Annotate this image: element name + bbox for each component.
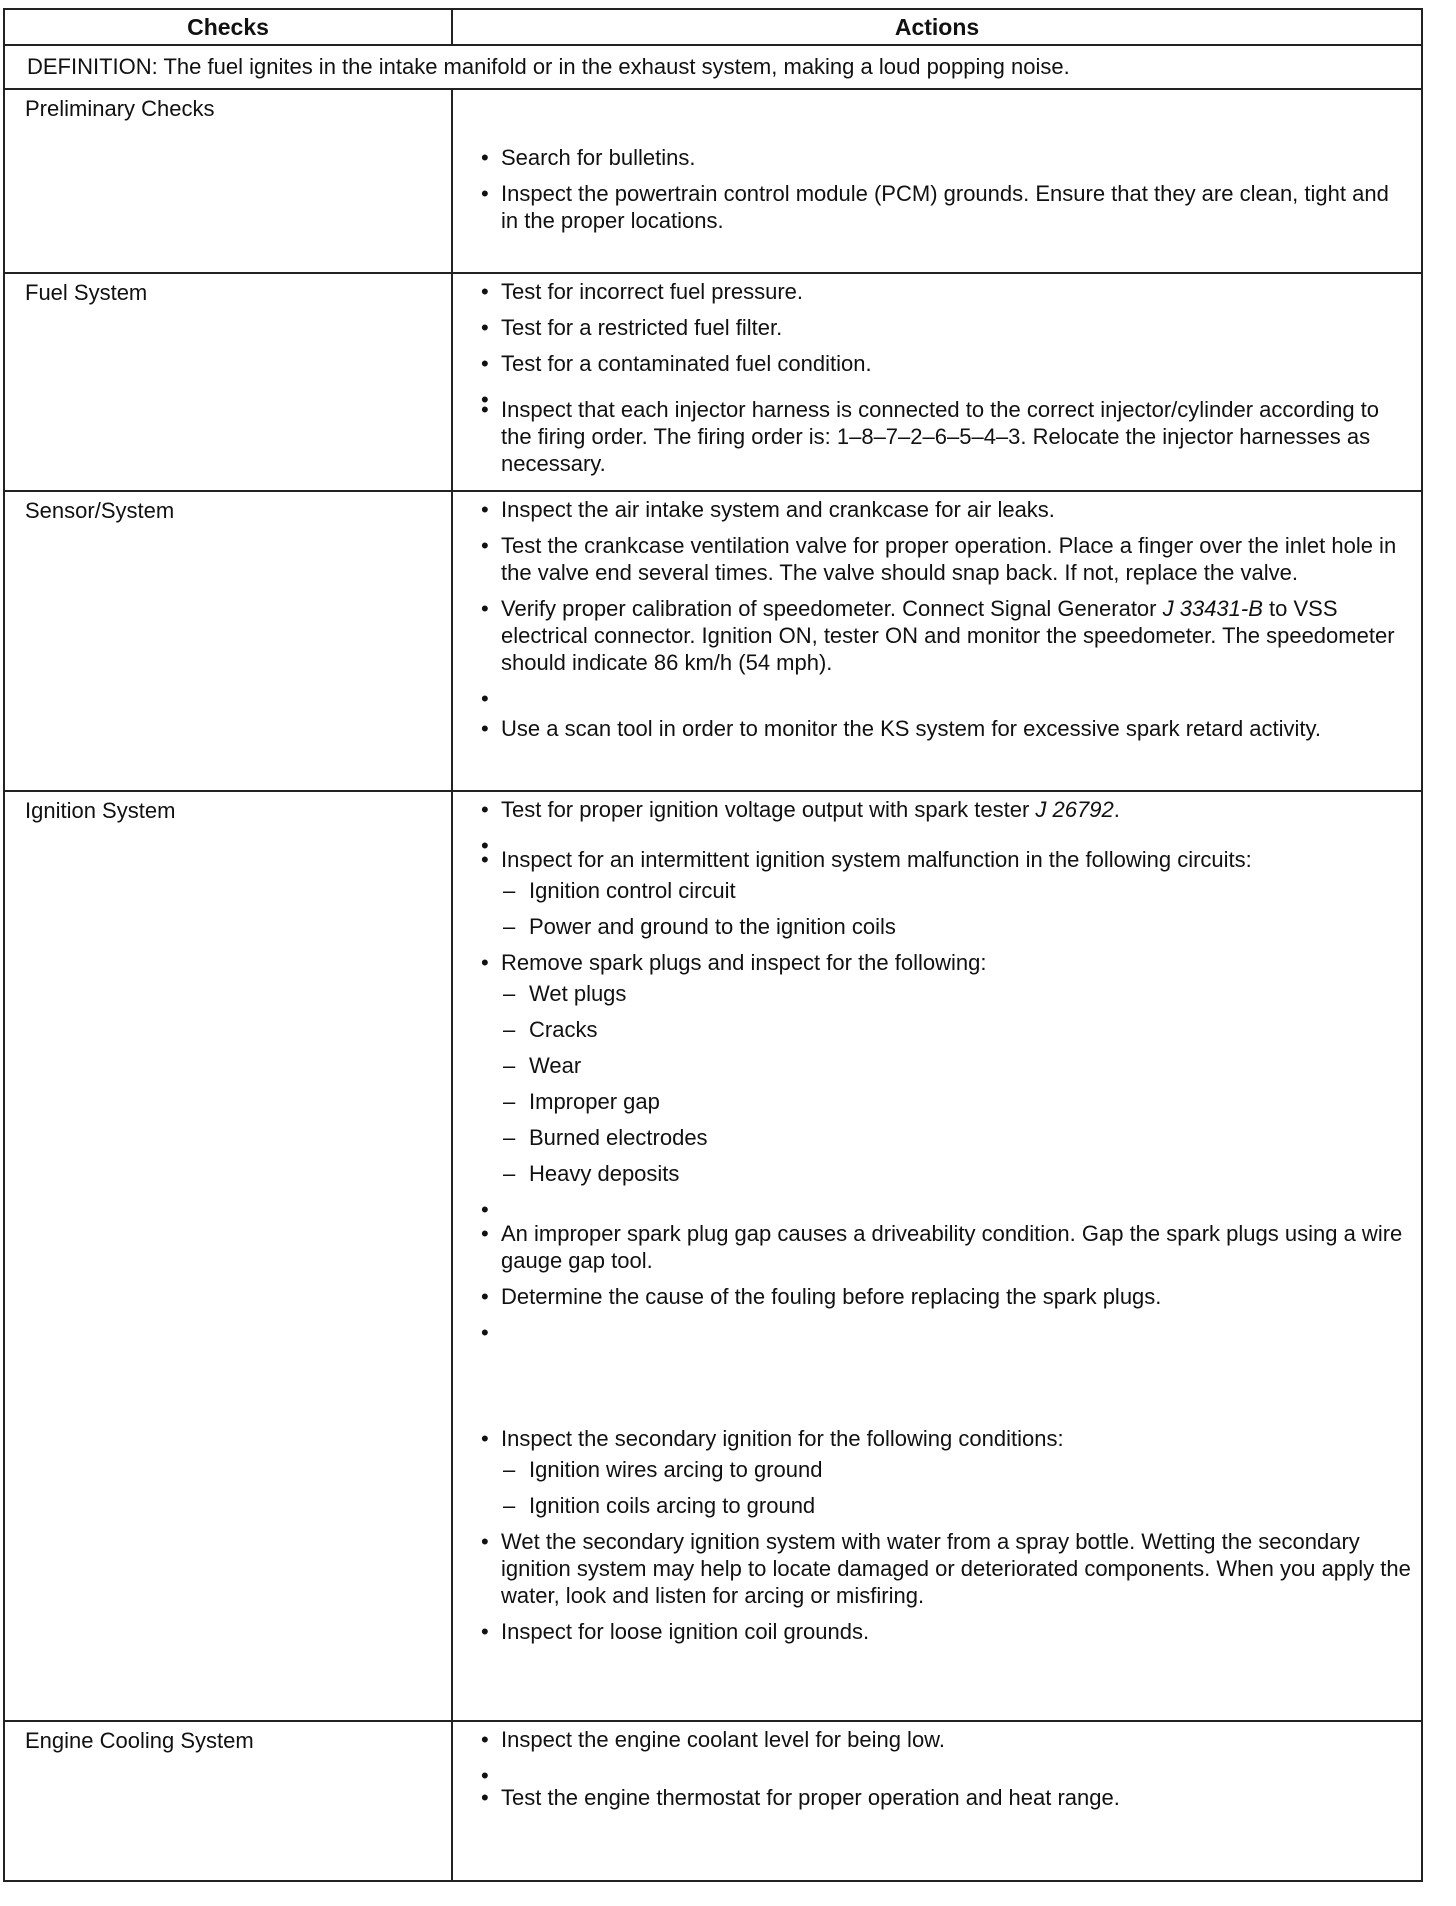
actions-fuel-system <box>452 273 1422 491</box>
list-item: • Test for a restricted fuel filter. <box>471 314 1411 341</box>
list-item: • Inspect for an intermittent ignition system malfunction in the following circuits: – Ignition control circuit – Power and ground to the ignition coils <box>471 846 1411 940</box>
definition-row <box>4 45 1422 89</box>
table-row <box>4 791 1422 1721</box>
list-item: • Inspect for loose ignition coil grounds. <box>471 1618 1411 1645</box>
actions-sensor-system <box>452 491 1422 791</box>
tool-number: J 26792 <box>1035 797 1114 822</box>
definition-text: DEFINITION: The fuel ignites in the intake manifold or in the exhaust system, making a loud popping noise. <box>4 45 1422 89</box>
diagnostic-table <box>3 8 1423 1882</box>
list-item: • An improper spark plug gap causes a driveability condition. Gap the spark plugs using a wire gauge gap tool. <box>471 1220 1411 1274</box>
sub-item: – Wet plugs <box>501 980 1411 1007</box>
actions-engine-cooling <box>452 1721 1422 1881</box>
list-item: • Test the engine thermostat for proper operation and heat range. <box>471 1784 1411 1811</box>
check-sensor-system: Sensor/System <box>4 491 452 791</box>
circuit-list <box>501 877 1411 940</box>
list-item: • Inspect that each injector harness is connected to the correct injector/cylinder according to the firing order. The firing order is: 1–8–7–2–6–5–4–3. Relocate the injector harnesses as necessary. <box>471 396 1411 477</box>
header-row <box>4 9 1422 45</box>
tool-number: J 33431-B <box>1162 596 1263 621</box>
table-row <box>4 491 1422 791</box>
sub-item: – Heavy deposits <box>501 1160 1411 1187</box>
check-preliminary: Preliminary Checks <box>4 89 452 273</box>
spacer <box>471 1762 1411 1784</box>
list-item-spark-tester: • Test for proper ignition voltage output with spark tester J 26792. <box>471 796 1411 823</box>
list-item: • Inspect the powertrain control module (PCM) grounds. Ensure that they are clean, tight and in the proper locations. <box>471 180 1411 234</box>
spacer <box>471 1319 1411 1425</box>
sub-item: – Ignition control circuit <box>501 877 1411 904</box>
checks-header: Checks <box>4 9 452 45</box>
sub-item: – Improper gap <box>501 1088 1411 1115</box>
table-row <box>4 89 1422 273</box>
actions-ignition-system <box>452 791 1422 1721</box>
spacer <box>471 1196 1411 1220</box>
list-item: • Inspect the air intake system and crankcase for air leaks. <box>471 496 1411 523</box>
list-item: • Test the crankcase ventilation valve for proper operation. Place a finger over the inlet hole in the valve end several times. The valve should snap back. If not, replace the valve. <box>471 532 1411 586</box>
sub-item: – Cracks <box>501 1016 1411 1043</box>
list-item: • Test for a contaminated fuel condition. <box>471 350 1411 377</box>
list-item: • Search for bulletins. <box>471 144 1411 171</box>
check-engine-cooling: Engine Cooling System <box>4 1721 452 1881</box>
list-item: • Test for incorrect fuel pressure. <box>471 278 1411 305</box>
list-item: • Remove spark plugs and inspect for the following: – Wet plugs – Cracks – Wear – Improper gap – Burned electrodes – Heavy deposits <box>471 949 1411 1187</box>
sub-item: – Wear <box>501 1052 1411 1079</box>
list-item: • Inspect the engine coolant level for being low. <box>471 1726 1411 1753</box>
spacer <box>471 386 1411 396</box>
spacer <box>471 832 1411 846</box>
table-row <box>4 273 1422 491</box>
check-fuel-system: Fuel System <box>4 273 452 491</box>
sub-item: – Ignition coils arcing to ground <box>501 1492 1411 1519</box>
list-item: • Determine the cause of the fouling before replacing the spark plugs. <box>471 1283 1411 1310</box>
list-item: • Inspect the secondary ignition for the following conditions: – Ignition wires arcing to ground – Ignition coils arcing to ground <box>471 1425 1411 1519</box>
list-item-speedometer: • Verify proper calibration of speedometer. Connect Signal Generator J 33431-B to VSS electrical connector. Ignition ON, tester ON and monitor the speedometer. The speedometer should indicate 86 km/h (54 mph). <box>471 595 1411 676</box>
actions-preliminary <box>452 89 1422 273</box>
check-ignition-system: Ignition System <box>4 791 452 1721</box>
actions-header: Actions <box>452 9 1422 45</box>
secondary-condition-list <box>501 1456 1411 1519</box>
table-row <box>4 1721 1422 1881</box>
sub-item: – Ignition wires arcing to ground <box>501 1456 1411 1483</box>
spacer <box>471 685 1411 715</box>
list-item: • Use a scan tool in order to monitor the KS system for excessive spark retard activity. <box>471 715 1411 742</box>
sub-item: – Power and ground to the ignition coils <box>501 913 1411 940</box>
sub-item: – Burned electrodes <box>501 1124 1411 1151</box>
list-item: • Wet the secondary ignition system with water from a spray bottle. Wetting the secondary ignition system may help to locate damaged or deteriorated components. When you apply the water, look and listen for arcing or misfiring. <box>471 1528 1411 1609</box>
plug-condition-list <box>501 980 1411 1187</box>
